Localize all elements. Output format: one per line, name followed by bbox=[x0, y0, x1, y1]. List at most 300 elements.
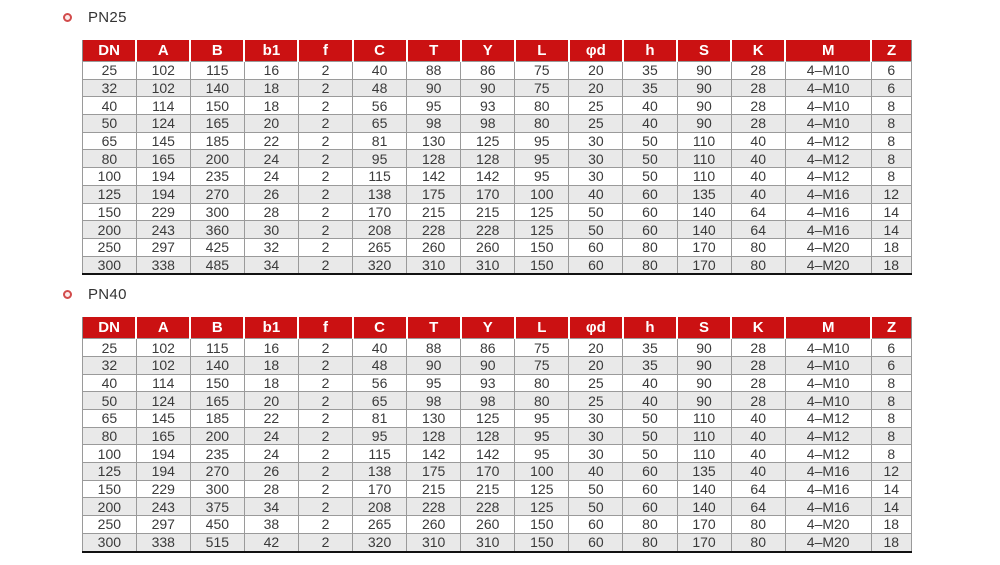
table-cell: 2 bbox=[298, 427, 352, 445]
table-cell: 140 bbox=[677, 221, 731, 239]
table-cell: 80 bbox=[515, 392, 569, 410]
pn25-table-header bbox=[83, 40, 912, 62]
table-cell: 60 bbox=[623, 498, 677, 516]
table-cell: 4–M16 bbox=[785, 480, 871, 498]
table-cell: 260 bbox=[407, 238, 461, 256]
table-cell: 4–M16 bbox=[785, 498, 871, 516]
table-cell: 360 bbox=[190, 221, 244, 239]
table-row bbox=[83, 115, 912, 133]
table-cell: 65 bbox=[83, 410, 137, 428]
table-cell: 2 bbox=[298, 374, 352, 392]
table-cell: 20 bbox=[244, 392, 298, 410]
table-cell: 95 bbox=[515, 410, 569, 428]
table-cell: 8 bbox=[871, 392, 911, 410]
pn40-section-header bbox=[63, 286, 1000, 303]
table-cell: 4–M10 bbox=[785, 62, 871, 80]
table-cell: 194 bbox=[136, 185, 190, 203]
table-cell: 102 bbox=[136, 79, 190, 97]
table-cell: 300 bbox=[83, 256, 137, 274]
table-cell: 228 bbox=[407, 498, 461, 516]
table-cell: 4–M16 bbox=[785, 463, 871, 481]
table-cell: 170 bbox=[677, 516, 731, 534]
table-cell: 125 bbox=[515, 480, 569, 498]
table-cell: 165 bbox=[136, 427, 190, 445]
table-cell: 200 bbox=[190, 427, 244, 445]
table-cell: 150 bbox=[515, 238, 569, 256]
column-header-t: T bbox=[407, 40, 461, 62]
table-cell: 14 bbox=[871, 203, 911, 221]
table-cell: 243 bbox=[136, 221, 190, 239]
table-cell: 235 bbox=[190, 168, 244, 186]
table-cell: 142 bbox=[461, 445, 515, 463]
table-cell: 65 bbox=[83, 132, 137, 150]
column-header-z: Z bbox=[871, 317, 911, 339]
table-cell: 2 bbox=[298, 533, 352, 551]
table-cell: 2 bbox=[298, 132, 352, 150]
table-cell: 102 bbox=[136, 339, 190, 357]
table-cell: 260 bbox=[407, 516, 461, 534]
table-cell: 30 bbox=[569, 168, 623, 186]
table-cell: 4–M20 bbox=[785, 533, 871, 551]
table-cell: 4–M10 bbox=[785, 392, 871, 410]
table-cell: 102 bbox=[136, 62, 190, 80]
table-cell: 80 bbox=[731, 533, 785, 551]
table-cell: 18 bbox=[244, 374, 298, 392]
table-cell: 18 bbox=[871, 533, 911, 551]
column-header-h: h bbox=[623, 40, 677, 62]
table-cell: 80 bbox=[515, 115, 569, 133]
table-row bbox=[83, 427, 912, 445]
table-cell: 90 bbox=[461, 356, 515, 374]
table-cell: 25 bbox=[569, 374, 623, 392]
table-cell: 95 bbox=[515, 427, 569, 445]
table-cell: 50 bbox=[83, 115, 137, 133]
table-cell: 2 bbox=[298, 238, 352, 256]
table-cell: 128 bbox=[407, 427, 461, 445]
table-cell: 56 bbox=[353, 97, 407, 115]
table-cell: 229 bbox=[136, 480, 190, 498]
table-cell: 8 bbox=[871, 150, 911, 168]
table-cell: 34 bbox=[244, 498, 298, 516]
table-cell: 515 bbox=[190, 533, 244, 551]
table-cell: 40 bbox=[569, 463, 623, 481]
table-cell: 50 bbox=[623, 410, 677, 428]
table-cell: 8 bbox=[871, 374, 911, 392]
table-cell: 208 bbox=[353, 221, 407, 239]
table-cell: 2 bbox=[298, 256, 352, 274]
table-cell: 95 bbox=[353, 427, 407, 445]
column-header-c: C bbox=[353, 40, 407, 62]
table-cell: 128 bbox=[461, 427, 515, 445]
table-cell: 310 bbox=[407, 256, 461, 274]
table-cell: 4–M12 bbox=[785, 445, 871, 463]
table-cell: 50 bbox=[623, 168, 677, 186]
table-cell: 30 bbox=[569, 132, 623, 150]
table-cell: 25 bbox=[83, 62, 137, 80]
table-cell: 16 bbox=[244, 62, 298, 80]
table-cell: 8 bbox=[871, 132, 911, 150]
column-header-s: S bbox=[677, 40, 731, 62]
header-row bbox=[83, 317, 912, 339]
table-cell: 2 bbox=[298, 480, 352, 498]
table-cell: 2 bbox=[298, 356, 352, 374]
table-cell: 145 bbox=[136, 132, 190, 150]
table-cell: 86 bbox=[461, 62, 515, 80]
table-row bbox=[83, 62, 912, 80]
table-cell: 95 bbox=[407, 97, 461, 115]
pn40-section bbox=[0, 286, 1000, 552]
table-cell: 50 bbox=[623, 445, 677, 463]
table-cell: 170 bbox=[461, 463, 515, 481]
table-cell: 110 bbox=[677, 410, 731, 428]
table-cell: 100 bbox=[83, 168, 137, 186]
table-cell: 140 bbox=[677, 203, 731, 221]
table-cell: 30 bbox=[569, 410, 623, 428]
table-cell: 25 bbox=[569, 392, 623, 410]
table-cell: 4–M10 bbox=[785, 79, 871, 97]
table-cell: 40 bbox=[623, 392, 677, 410]
table-cell: 26 bbox=[244, 463, 298, 481]
table-cell: 35 bbox=[623, 339, 677, 357]
table-cell: 130 bbox=[407, 410, 461, 428]
table-cell: 93 bbox=[461, 374, 515, 392]
column-header-d: φd bbox=[569, 40, 623, 62]
table-cell: 250 bbox=[83, 516, 137, 534]
table-cell: 2 bbox=[298, 392, 352, 410]
table-cell: 18 bbox=[871, 238, 911, 256]
table-cell: 26 bbox=[244, 185, 298, 203]
table-cell: 81 bbox=[353, 410, 407, 428]
table-cell: 48 bbox=[353, 79, 407, 97]
pn25-spec-table bbox=[82, 40, 912, 275]
table-cell: 18 bbox=[871, 256, 911, 274]
table-cell: 35 bbox=[623, 356, 677, 374]
table-cell: 90 bbox=[407, 356, 461, 374]
table-cell: 98 bbox=[461, 115, 515, 133]
table-cell: 145 bbox=[136, 410, 190, 428]
table-row bbox=[83, 238, 912, 256]
table-cell: 14 bbox=[871, 498, 911, 516]
table-cell: 2 bbox=[298, 498, 352, 516]
table-row bbox=[83, 480, 912, 498]
table-cell: 18 bbox=[244, 356, 298, 374]
table-cell: 228 bbox=[407, 221, 461, 239]
table-row bbox=[83, 185, 912, 203]
table-cell: 2 bbox=[298, 79, 352, 97]
table-cell: 40 bbox=[569, 185, 623, 203]
table-cell: 200 bbox=[83, 221, 137, 239]
table-cell: 75 bbox=[515, 339, 569, 357]
pn40-table-body bbox=[83, 339, 912, 552]
table-cell: 200 bbox=[83, 498, 137, 516]
table-cell: 22 bbox=[244, 132, 298, 150]
table-cell: 20 bbox=[569, 356, 623, 374]
table-cell: 88 bbox=[407, 62, 461, 80]
table-cell: 140 bbox=[190, 79, 244, 97]
table-cell: 25 bbox=[569, 97, 623, 115]
table-cell: 50 bbox=[623, 427, 677, 445]
table-cell: 4–M12 bbox=[785, 150, 871, 168]
table-cell: 2 bbox=[298, 168, 352, 186]
table-cell: 110 bbox=[677, 168, 731, 186]
table-cell: 20 bbox=[569, 79, 623, 97]
table-cell: 150 bbox=[515, 256, 569, 274]
table-cell: 100 bbox=[515, 463, 569, 481]
table-cell: 110 bbox=[677, 445, 731, 463]
column-header-a: A bbox=[136, 317, 190, 339]
pn40-spec-table bbox=[82, 317, 912, 552]
table-cell: 170 bbox=[353, 203, 407, 221]
table-cell: 50 bbox=[623, 150, 677, 168]
table-cell: 90 bbox=[677, 79, 731, 97]
table-cell: 110 bbox=[677, 427, 731, 445]
table-cell: 2 bbox=[298, 62, 352, 80]
table-cell: 2 bbox=[298, 221, 352, 239]
table-cell: 228 bbox=[461, 498, 515, 516]
column-header-k: K bbox=[731, 40, 785, 62]
table-cell: 175 bbox=[407, 463, 461, 481]
table-cell: 50 bbox=[569, 221, 623, 239]
table-cell: 128 bbox=[461, 150, 515, 168]
table-cell: 4–M20 bbox=[785, 256, 871, 274]
table-row bbox=[83, 533, 912, 551]
table-cell: 50 bbox=[83, 392, 137, 410]
table-cell: 40 bbox=[731, 445, 785, 463]
table-cell: 20 bbox=[244, 115, 298, 133]
table-cell: 50 bbox=[569, 480, 623, 498]
table-cell: 80 bbox=[623, 238, 677, 256]
table-cell: 95 bbox=[515, 168, 569, 186]
table-cell: 4–M12 bbox=[785, 427, 871, 445]
table-cell: 42 bbox=[244, 533, 298, 551]
table-cell: 18 bbox=[244, 97, 298, 115]
table-cell: 98 bbox=[407, 115, 461, 133]
table-cell: 60 bbox=[623, 480, 677, 498]
table-cell: 60 bbox=[569, 533, 623, 551]
table-cell: 90 bbox=[677, 339, 731, 357]
table-cell: 60 bbox=[623, 221, 677, 239]
table-cell: 56 bbox=[353, 374, 407, 392]
table-cell: 60 bbox=[623, 203, 677, 221]
column-header-dn: DN bbox=[83, 317, 137, 339]
table-cell: 65 bbox=[353, 115, 407, 133]
table-cell: 90 bbox=[677, 97, 731, 115]
table-cell: 80 bbox=[623, 256, 677, 274]
table-cell: 6 bbox=[871, 356, 911, 374]
table-cell: 30 bbox=[569, 445, 623, 463]
table-cell: 24 bbox=[244, 150, 298, 168]
table-cell: 28 bbox=[731, 79, 785, 97]
table-cell: 300 bbox=[83, 533, 137, 551]
table-cell: 124 bbox=[136, 115, 190, 133]
table-cell: 12 bbox=[871, 463, 911, 481]
table-cell: 2 bbox=[298, 203, 352, 221]
table-cell: 4–M10 bbox=[785, 115, 871, 133]
table-cell: 185 bbox=[190, 132, 244, 150]
table-cell: 14 bbox=[871, 480, 911, 498]
table-cell: 65 bbox=[353, 392, 407, 410]
table-cell: 8 bbox=[871, 427, 911, 445]
table-cell: 8 bbox=[871, 168, 911, 186]
table-cell: 30 bbox=[569, 427, 623, 445]
column-header-m: M bbox=[785, 40, 871, 62]
table-cell: 125 bbox=[515, 221, 569, 239]
column-header-z: Z bbox=[871, 40, 911, 62]
table-cell: 125 bbox=[515, 498, 569, 516]
table-cell: 2 bbox=[298, 463, 352, 481]
column-header-b: B bbox=[190, 317, 244, 339]
table-cell: 90 bbox=[407, 79, 461, 97]
table-cell: 2 bbox=[298, 97, 352, 115]
table-row bbox=[83, 256, 912, 274]
table-cell: 93 bbox=[461, 97, 515, 115]
table-cell: 28 bbox=[244, 203, 298, 221]
table-cell: 95 bbox=[515, 445, 569, 463]
table-row bbox=[83, 374, 912, 392]
table-cell: 64 bbox=[731, 480, 785, 498]
table-cell: 8 bbox=[871, 115, 911, 133]
table-cell: 320 bbox=[353, 256, 407, 274]
table-cell: 28 bbox=[731, 115, 785, 133]
table-cell: 138 bbox=[353, 185, 407, 203]
table-cell: 150 bbox=[83, 480, 137, 498]
column-header-f: f bbox=[298, 317, 352, 339]
table-cell: 90 bbox=[461, 79, 515, 97]
pn25-section-header bbox=[63, 9, 1000, 26]
table-cell: 6 bbox=[871, 339, 911, 357]
table-cell: 125 bbox=[461, 410, 515, 428]
table-cell: 30 bbox=[244, 221, 298, 239]
table-cell: 75 bbox=[515, 79, 569, 97]
table-cell: 98 bbox=[461, 392, 515, 410]
table-cell: 80 bbox=[83, 427, 137, 445]
pn40-table-header bbox=[83, 317, 912, 339]
table-cell: 165 bbox=[136, 150, 190, 168]
column-header-k: K bbox=[731, 317, 785, 339]
table-cell: 80 bbox=[731, 516, 785, 534]
column-header-m: M bbox=[785, 317, 871, 339]
table-cell: 40 bbox=[731, 410, 785, 428]
table-cell: 28 bbox=[244, 480, 298, 498]
table-cell: 185 bbox=[190, 410, 244, 428]
table-cell: 215 bbox=[461, 203, 515, 221]
table-cell: 114 bbox=[136, 97, 190, 115]
table-cell: 130 bbox=[407, 132, 461, 150]
table-cell: 114 bbox=[136, 374, 190, 392]
column-header-s: S bbox=[677, 317, 731, 339]
table-cell: 115 bbox=[353, 445, 407, 463]
table-cell: 90 bbox=[677, 392, 731, 410]
column-header-l: L bbox=[515, 40, 569, 62]
table-cell: 80 bbox=[623, 516, 677, 534]
table-cell: 310 bbox=[461, 533, 515, 551]
table-cell: 40 bbox=[731, 132, 785, 150]
pn25-table-body bbox=[83, 62, 912, 275]
table-cell: 8 bbox=[871, 97, 911, 115]
table-cell: 170 bbox=[677, 533, 731, 551]
table-cell: 260 bbox=[461, 238, 515, 256]
table-cell: 35 bbox=[623, 62, 677, 80]
table-cell: 265 bbox=[353, 516, 407, 534]
table-cell: 95 bbox=[353, 150, 407, 168]
table-cell: 150 bbox=[190, 97, 244, 115]
table-cell: 2 bbox=[298, 410, 352, 428]
table-cell: 125 bbox=[461, 132, 515, 150]
table-cell: 297 bbox=[136, 238, 190, 256]
table-cell: 80 bbox=[515, 97, 569, 115]
table-cell: 4–M12 bbox=[785, 132, 871, 150]
table-cell: 2 bbox=[298, 516, 352, 534]
table-cell: 24 bbox=[244, 445, 298, 463]
table-cell: 150 bbox=[515, 516, 569, 534]
table-cell: 140 bbox=[677, 498, 731, 516]
table-cell: 125 bbox=[83, 463, 137, 481]
table-cell: 135 bbox=[677, 463, 731, 481]
table-cell: 250 bbox=[83, 238, 137, 256]
table-cell: 270 bbox=[190, 463, 244, 481]
table-cell: 270 bbox=[190, 185, 244, 203]
table-cell: 16 bbox=[244, 339, 298, 357]
table-row bbox=[83, 498, 912, 516]
table-cell: 194 bbox=[136, 445, 190, 463]
table-cell: 215 bbox=[461, 480, 515, 498]
table-cell: 175 bbox=[407, 185, 461, 203]
table-cell: 40 bbox=[83, 97, 137, 115]
table-cell: 4–M10 bbox=[785, 97, 871, 115]
table-cell: 142 bbox=[407, 168, 461, 186]
table-cell: 22 bbox=[244, 410, 298, 428]
table-row bbox=[83, 445, 912, 463]
section-title-pn25: PN25 bbox=[88, 9, 127, 26]
table-cell: 80 bbox=[515, 374, 569, 392]
table-cell: 50 bbox=[569, 498, 623, 516]
table-row bbox=[83, 79, 912, 97]
table-cell: 338 bbox=[136, 256, 190, 274]
table-row bbox=[83, 339, 912, 357]
table-cell: 28 bbox=[731, 356, 785, 374]
table-cell: 75 bbox=[515, 62, 569, 80]
table-cell: 115 bbox=[190, 62, 244, 80]
table-cell: 6 bbox=[871, 62, 911, 80]
table-cell: 310 bbox=[461, 256, 515, 274]
table-cell: 425 bbox=[190, 238, 244, 256]
table-cell: 90 bbox=[677, 374, 731, 392]
table-cell: 300 bbox=[190, 203, 244, 221]
table-cell: 4–M16 bbox=[785, 185, 871, 203]
table-cell: 50 bbox=[569, 203, 623, 221]
table-cell: 338 bbox=[136, 533, 190, 551]
table-cell: 4–M12 bbox=[785, 410, 871, 428]
table-cell: 110 bbox=[677, 150, 731, 168]
table-cell: 140 bbox=[677, 480, 731, 498]
table-cell: 20 bbox=[569, 62, 623, 80]
table-cell: 90 bbox=[677, 356, 731, 374]
table-cell: 170 bbox=[353, 480, 407, 498]
table-row bbox=[83, 392, 912, 410]
table-cell: 81 bbox=[353, 132, 407, 150]
table-cell: 75 bbox=[515, 356, 569, 374]
header-row bbox=[83, 40, 912, 62]
table-cell: 80 bbox=[731, 238, 785, 256]
table-cell: 80 bbox=[83, 150, 137, 168]
table-cell: 25 bbox=[569, 115, 623, 133]
table-cell: 24 bbox=[244, 427, 298, 445]
table-cell: 40 bbox=[623, 115, 677, 133]
table-cell: 4–M16 bbox=[785, 203, 871, 221]
table-row bbox=[83, 203, 912, 221]
table-cell: 125 bbox=[515, 203, 569, 221]
table-cell: 64 bbox=[731, 221, 785, 239]
